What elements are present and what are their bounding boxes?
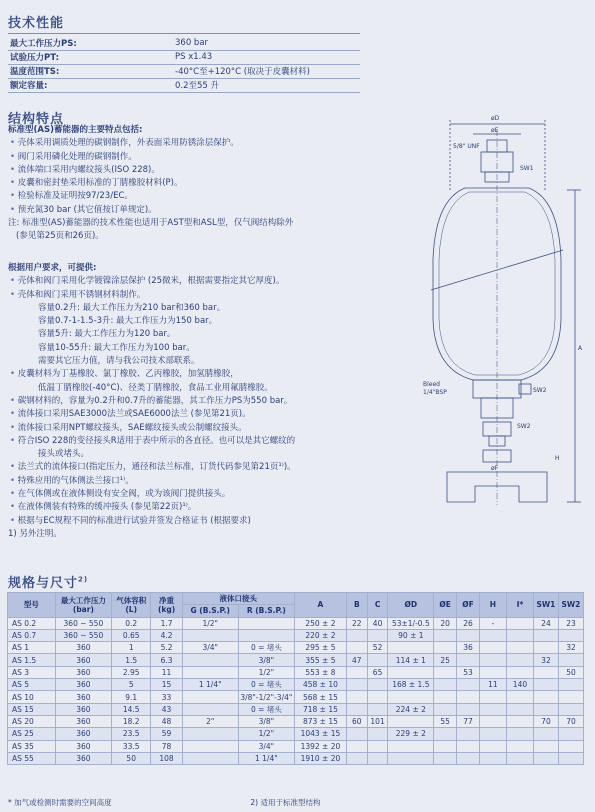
table-cell: [533, 679, 558, 691]
table-cell: [533, 642, 558, 654]
table-cell: [346, 679, 367, 691]
table-cell: 4.2: [151, 629, 182, 641]
label-h: H: [555, 455, 560, 462]
list-item: • 预充氮30 bar (其它值按订单规定)。: [8, 204, 388, 217]
table-cell: 70: [533, 715, 558, 727]
table-row: [8, 752, 584, 764]
section-title-specs: 技术性能: [8, 16, 65, 31]
accumulator-drawing: [395, 110, 595, 520]
table-cell: 5: [111, 679, 151, 691]
table-cell: 360: [55, 752, 111, 764]
list-item: • 皮囊和密封垫采用标准的丁腈橡胶材料(P)。: [8, 177, 388, 190]
table-cell: [479, 666, 506, 678]
table-cell: [367, 691, 388, 703]
table-cell: 1392 ± 20: [294, 740, 346, 752]
table-cell: 360: [55, 740, 111, 752]
table-cell: [367, 752, 388, 764]
table-cell: 0 = 堵头: [238, 679, 294, 691]
col-i: I*: [506, 593, 533, 618]
table-cell: [479, 703, 506, 715]
dims-table: [7, 592, 584, 765]
table-cell: 360: [55, 715, 111, 727]
table-cell: 360: [55, 666, 111, 678]
list-item: 容量0.2升: 最大工作压力为210 bar和360 bar。: [38, 302, 226, 313]
table-cell: 23: [558, 617, 583, 629]
list-item: 1) 另外注明。: [8, 528, 62, 539]
col-b: B: [346, 593, 367, 618]
table-cell: 168 ± 1.5: [388, 679, 434, 691]
table-row: [8, 679, 584, 691]
table-cell: 1.5: [111, 654, 151, 666]
table-cell: [182, 691, 238, 703]
table-cell: [479, 629, 506, 641]
spec-row: 最大工作压力PS: 360 bar: [8, 36, 360, 50]
table-cell: 355 ± 5: [294, 654, 346, 666]
table-cell: [388, 642, 434, 654]
table-cell: 43: [151, 703, 182, 715]
table-cell: 360 ~ 550: [55, 629, 111, 641]
table-cell: AS 1: [8, 642, 56, 654]
list-item: • 在液体侧装有特殊的缓冲接头 (参见第22页)¹⁾。: [8, 501, 388, 514]
table-cell: 33: [151, 691, 182, 703]
label-bleed: Bleed: [423, 381, 440, 388]
table-cell: [457, 629, 480, 641]
list-item: 容量5升: 最大工作压力为120 bar。: [38, 329, 176, 340]
table-cell: [506, 654, 533, 666]
footnote-2: 2) 适用于标准型结构: [250, 798, 321, 807]
table-cell: [182, 666, 238, 678]
table-cell: 229 ± 2: [388, 728, 434, 740]
table-cell: [434, 740, 457, 752]
spec-row: 温度范围TS: -40°C至+120°C (取决于皮囊材料): [8, 64, 360, 78]
table-cell: 568 ± 15: [294, 691, 346, 703]
options-features: [8, 262, 388, 541]
table-cell: 360: [55, 679, 111, 691]
col-f: ØF: [457, 593, 480, 618]
table-cell: [238, 629, 294, 641]
table-cell: 2.95: [111, 666, 151, 678]
table-row: [8, 715, 584, 727]
section-title-structure: 结构特点: [8, 112, 65, 127]
table-cell: [479, 642, 506, 654]
table-cell: 24: [533, 617, 558, 629]
table-row: [8, 703, 584, 715]
table-cell: 1/2": [182, 617, 238, 629]
table-cell: 0 = 堵头: [238, 703, 294, 715]
table-cell: [182, 629, 238, 641]
col-volume: 气体容积 (L): [111, 593, 151, 618]
col-r: R (B.S.P.): [238, 605, 294, 617]
col-h: H: [479, 593, 506, 618]
table-cell: 55: [434, 715, 457, 727]
list-item: • 流体接口采用NPT螺纹接头，SAE螺纹接头或公制螺纹接头。: [8, 422, 388, 435]
structure-subtitle: 标准型(AS)蓄能器的主要特点包括:: [8, 125, 143, 135]
table-cell: [457, 691, 480, 703]
table-cell: 2": [182, 715, 238, 727]
table-cell: [506, 728, 533, 740]
table-cell: 458 ± 10: [294, 679, 346, 691]
table-cell: 360: [55, 691, 111, 703]
table-cell: AS 10: [8, 691, 56, 703]
table-cell: 1/2": [238, 728, 294, 740]
table-cell: AS 25: [8, 728, 56, 740]
table-cell: 553 ± 8: [294, 666, 346, 678]
table-cell: [533, 752, 558, 764]
table-cell: [367, 740, 388, 752]
table-cell: 1 1/4": [182, 679, 238, 691]
table-cell: 873 ± 15: [294, 715, 346, 727]
table-cell: [533, 728, 558, 740]
table-cell: [506, 691, 533, 703]
table-cell: 90 ± 1: [388, 629, 434, 641]
list-item: 需要其它压力值，请与我公司技术部联系。: [38, 356, 200, 367]
table-cell: 53: [457, 666, 480, 678]
label-sw2-b: SW2: [517, 423, 531, 430]
table-cell: [558, 654, 583, 666]
col-pressure: 最大工作压力 (bar): [55, 593, 111, 618]
table-cell: 360: [55, 728, 111, 740]
table-cell: 250 ± 2: [294, 617, 346, 629]
table-cell: [346, 691, 367, 703]
table-cell: 33.5: [111, 740, 151, 752]
table-cell: 22: [346, 617, 367, 629]
table-cell: [479, 728, 506, 740]
divider: [8, 33, 360, 34]
table-cell: [346, 752, 367, 764]
table-cell: AS 15: [8, 703, 56, 715]
table-cell: 23.5: [111, 728, 151, 740]
table-cell: 14.5: [111, 703, 151, 715]
table-cell: 0.65: [111, 629, 151, 641]
table-cell: 140: [506, 679, 533, 691]
label-oe: øE: [491, 127, 499, 134]
table-cell: [533, 666, 558, 678]
table-cell: 11: [479, 679, 506, 691]
table-cell: AS 55: [8, 752, 56, 764]
table-cell: 18.2: [111, 715, 151, 727]
table-cell: [388, 752, 434, 764]
table-cell: [457, 703, 480, 715]
table-row: [8, 691, 584, 703]
table-cell: 32: [558, 642, 583, 654]
table-cell: 9.1: [111, 691, 151, 703]
list-item: • 流体接口采用SAE3000法兰或SAE6000法兰 (参见第21页)。: [8, 408, 388, 421]
table-cell: 47: [346, 654, 367, 666]
list-item: 容量0.7-1-1.5-3升: 最大工作压力为150 bar。: [38, 316, 218, 327]
list-item: • 检验标准及证明按97/23/EC。: [8, 190, 388, 203]
table-cell: 20: [434, 617, 457, 629]
table-cell: [346, 642, 367, 654]
label-sw2: SW2: [533, 387, 547, 394]
table-cell: 5.2: [151, 642, 182, 654]
table-cell: [457, 752, 480, 764]
table-cell: 70: [558, 715, 583, 727]
table-cell: 718 ± 15: [294, 703, 346, 715]
label-of: øF: [491, 465, 499, 472]
table-cell: 1 1/4": [238, 752, 294, 764]
table-cell: [434, 703, 457, 715]
table-cell: AS 20: [8, 715, 56, 727]
table-cell: [182, 752, 238, 764]
table-cell: 78: [151, 740, 182, 752]
table-cell: [434, 728, 457, 740]
table-cell: 360: [55, 703, 111, 715]
table-cell: [434, 752, 457, 764]
table-cell: 3/4": [238, 740, 294, 752]
list-item: 接头或堵头。: [38, 449, 90, 460]
table-cell: [457, 740, 480, 752]
col-sw1: SW1: [533, 593, 558, 618]
note-cont: (参见第25页和26页)。: [16, 231, 104, 242]
section-title-dims: 规格与尺寸$^{2)}$: [8, 575, 89, 591]
table-cell: 53±1/-0.5: [388, 617, 434, 629]
label-sw1: SW1: [520, 165, 534, 172]
list-item: • 皮囊材料为丁基橡胶、氯丁橡胶、乙丙橡胶，加氢腈橡胶，: [8, 368, 388, 381]
table-cell: [238, 617, 294, 629]
table-cell: 60: [346, 715, 367, 727]
table-cell: [346, 629, 367, 641]
table-cell: [533, 703, 558, 715]
table-cell: [367, 629, 388, 641]
table-cell: [457, 728, 480, 740]
table-row: [8, 728, 584, 740]
table-cell: [506, 642, 533, 654]
table-cell: 65: [367, 666, 388, 678]
table-cell: [479, 654, 506, 666]
options-title: 根据用户要求，可提供:: [8, 263, 97, 273]
table-cell: 220 ± 2: [294, 629, 346, 641]
table-cell: [479, 691, 506, 703]
table-cell: 3/8": [238, 654, 294, 666]
label-bsp: 1/4"BSP: [423, 389, 447, 396]
table-cell: [182, 703, 238, 715]
table-cell: [506, 666, 533, 678]
table-cell: 40: [367, 617, 388, 629]
spec-table: [8, 36, 360, 93]
table-cell: [182, 654, 238, 666]
col-a: A: [294, 593, 346, 618]
table-cell: [346, 703, 367, 715]
table-cell: [558, 703, 583, 715]
table-cell: 0 = 堵头: [238, 642, 294, 654]
table-cell: [434, 691, 457, 703]
col-e: ØE: [434, 593, 457, 618]
table-cell: [457, 654, 480, 666]
table-cell: [182, 728, 238, 740]
table-cell: 50: [558, 666, 583, 678]
list-item: 容量10-55升: 最大工作压力为100 bar。: [38, 342, 195, 353]
table-cell: [558, 629, 583, 641]
list-item: • 阀门采用磷化处理的碳钢制作。: [8, 151, 388, 164]
table-row: [8, 642, 584, 654]
table-row: [8, 617, 584, 629]
table-cell: AS 5: [8, 679, 56, 691]
table-cell: 11: [151, 666, 182, 678]
table-cell: [533, 691, 558, 703]
table-cell: 1.7: [151, 617, 182, 629]
table-cell: [506, 752, 533, 764]
table-cell: 108: [151, 752, 182, 764]
label-unf: 5/8" UNF: [453, 143, 480, 150]
table-cell: AS 0.7: [8, 629, 56, 641]
table-cell: [367, 728, 388, 740]
table-cell: [479, 752, 506, 764]
table-cell: 3/8"-1/2"-3/4": [238, 691, 294, 703]
list-item: • 壳体采用调质处理的碳钢制作，外表面采用防锈涂层保护。: [8, 137, 388, 150]
structure-features: [8, 124, 388, 244]
table-cell: 0.2: [111, 617, 151, 629]
table-cell: AS 3: [8, 666, 56, 678]
footnote-1: * 加气或检测时需要的空间高度: [8, 798, 112, 807]
label-a: A: [578, 345, 583, 352]
table-cell: [346, 666, 367, 678]
table-cell: 1: [111, 642, 151, 654]
table-cell: [388, 666, 434, 678]
label-od: øD: [491, 115, 500, 122]
table-cell: [506, 740, 533, 752]
table-cell: [558, 728, 583, 740]
table-cell: 6.3: [151, 654, 182, 666]
table-cell: 59: [151, 728, 182, 740]
col-d: ØD: [388, 593, 434, 618]
table-cell: [388, 740, 434, 752]
list-item: • 壳体和阀门采用不锈钢材料制作。: [8, 289, 388, 302]
table-cell: [558, 679, 583, 691]
list-item: • 壳体和阀门采用化学镀镍涂层保护 (25微米，根据需要指定其它厚度)。: [8, 275, 388, 288]
table-cell: 52: [367, 642, 388, 654]
table-cell: [506, 715, 533, 727]
table-row: [8, 629, 584, 641]
table-cell: 295 ± 5: [294, 642, 346, 654]
table-row: [8, 654, 584, 666]
table-cell: [434, 642, 457, 654]
spec-row: 额定容量: 0.2至55 升: [8, 78, 360, 92]
table-cell: [182, 740, 238, 752]
table-cell: 26: [457, 617, 480, 629]
col-sw2: SW2: [558, 593, 583, 618]
table-row: [8, 740, 584, 752]
table-cell: [506, 703, 533, 715]
footnotes: [8, 797, 588, 808]
table-cell: [346, 740, 367, 752]
table-cell: [558, 740, 583, 752]
table-cell: [479, 740, 506, 752]
table-cell: 1/2": [238, 666, 294, 678]
list-item: • 流体端口采用内螺纹接头(ISO 228)。: [8, 164, 388, 177]
table-row: [8, 666, 584, 678]
col-model: 型号: [8, 593, 56, 618]
table-cell: 224 ± 2: [388, 703, 434, 715]
list-item: • 在气体侧或在液体侧设有安全阀，或为该阀门提供接头。: [8, 488, 388, 501]
note: 注: 标准型(AS)蓄能器的技术性能也适用于AST型和ASL型，仅气阀结构除外: [8, 218, 294, 229]
table-cell: [367, 654, 388, 666]
col-c: C: [367, 593, 388, 618]
list-item: • 特殊应用的气体侧法兰接口¹⁾。: [8, 475, 388, 488]
table-cell: [367, 703, 388, 715]
table-cell: 360 ~ 550: [55, 617, 111, 629]
table-cell: 25: [434, 654, 457, 666]
table-cell: -: [479, 617, 506, 629]
table-cell: [506, 617, 533, 629]
table-cell: [506, 629, 533, 641]
table-cell: AS 0.2: [8, 617, 56, 629]
list-item: • 碳钢材料的，容量为0.2升和0.7升的蓄能器，其工作压力PS为550 bar。: [8, 395, 388, 408]
table-cell: [434, 679, 457, 691]
col-port: 液体口接头: [182, 593, 294, 605]
table-cell: [434, 666, 457, 678]
table-cell: [558, 691, 583, 703]
table-cell: [367, 679, 388, 691]
list-item: 低温丁腈橡胶(-40°C)、径类丁腈橡胶，食品工业用氟腈橡胶。: [38, 382, 273, 393]
spec-row: 试验压力PT: PS x1.43: [8, 50, 360, 64]
list-item: • 符合ISO 228的变径接头R适用于表中所示的各直径。也可以是其它螺纹的: [8, 435, 388, 448]
table-cell: 101: [367, 715, 388, 727]
table-cell: [346, 728, 367, 740]
col-g: G (B.S.P.): [182, 605, 238, 617]
list-item: • 根据与EC规程不同的标准进行试验并签发合格证书 (根据要求): [8, 515, 388, 528]
table-cell: 32: [533, 654, 558, 666]
table-cell: 3/4": [182, 642, 238, 654]
table-cell: 1043 ± 15: [294, 728, 346, 740]
table-cell: 36: [457, 642, 480, 654]
table-cell: 360: [55, 654, 111, 666]
table-cell: 50: [111, 752, 151, 764]
table-cell: 48: [151, 715, 182, 727]
table-cell: [388, 691, 434, 703]
table-cell: [533, 740, 558, 752]
table-cell: AS 1.5: [8, 654, 56, 666]
table-cell: 1910 ± 20: [294, 752, 346, 764]
list-item: • 法兰式的流体接口(指定压力，通径和法兰标准，订货代码参见第21页¹⁾)。: [8, 461, 388, 474]
table-cell: 3/8": [238, 715, 294, 727]
table-cell: [558, 752, 583, 764]
table-cell: 114 ± 1: [388, 654, 434, 666]
table-cell: AS 35: [8, 740, 56, 752]
table-cell: 360: [55, 642, 111, 654]
table-cell: [388, 715, 434, 727]
table-cell: [434, 629, 457, 641]
table-cell: [479, 715, 506, 727]
col-weight: 净重 (kg): [151, 593, 182, 618]
table-cell: 15: [151, 679, 182, 691]
table-cell: 77: [457, 715, 480, 727]
table-cell: [533, 629, 558, 641]
table-cell: [457, 679, 480, 691]
